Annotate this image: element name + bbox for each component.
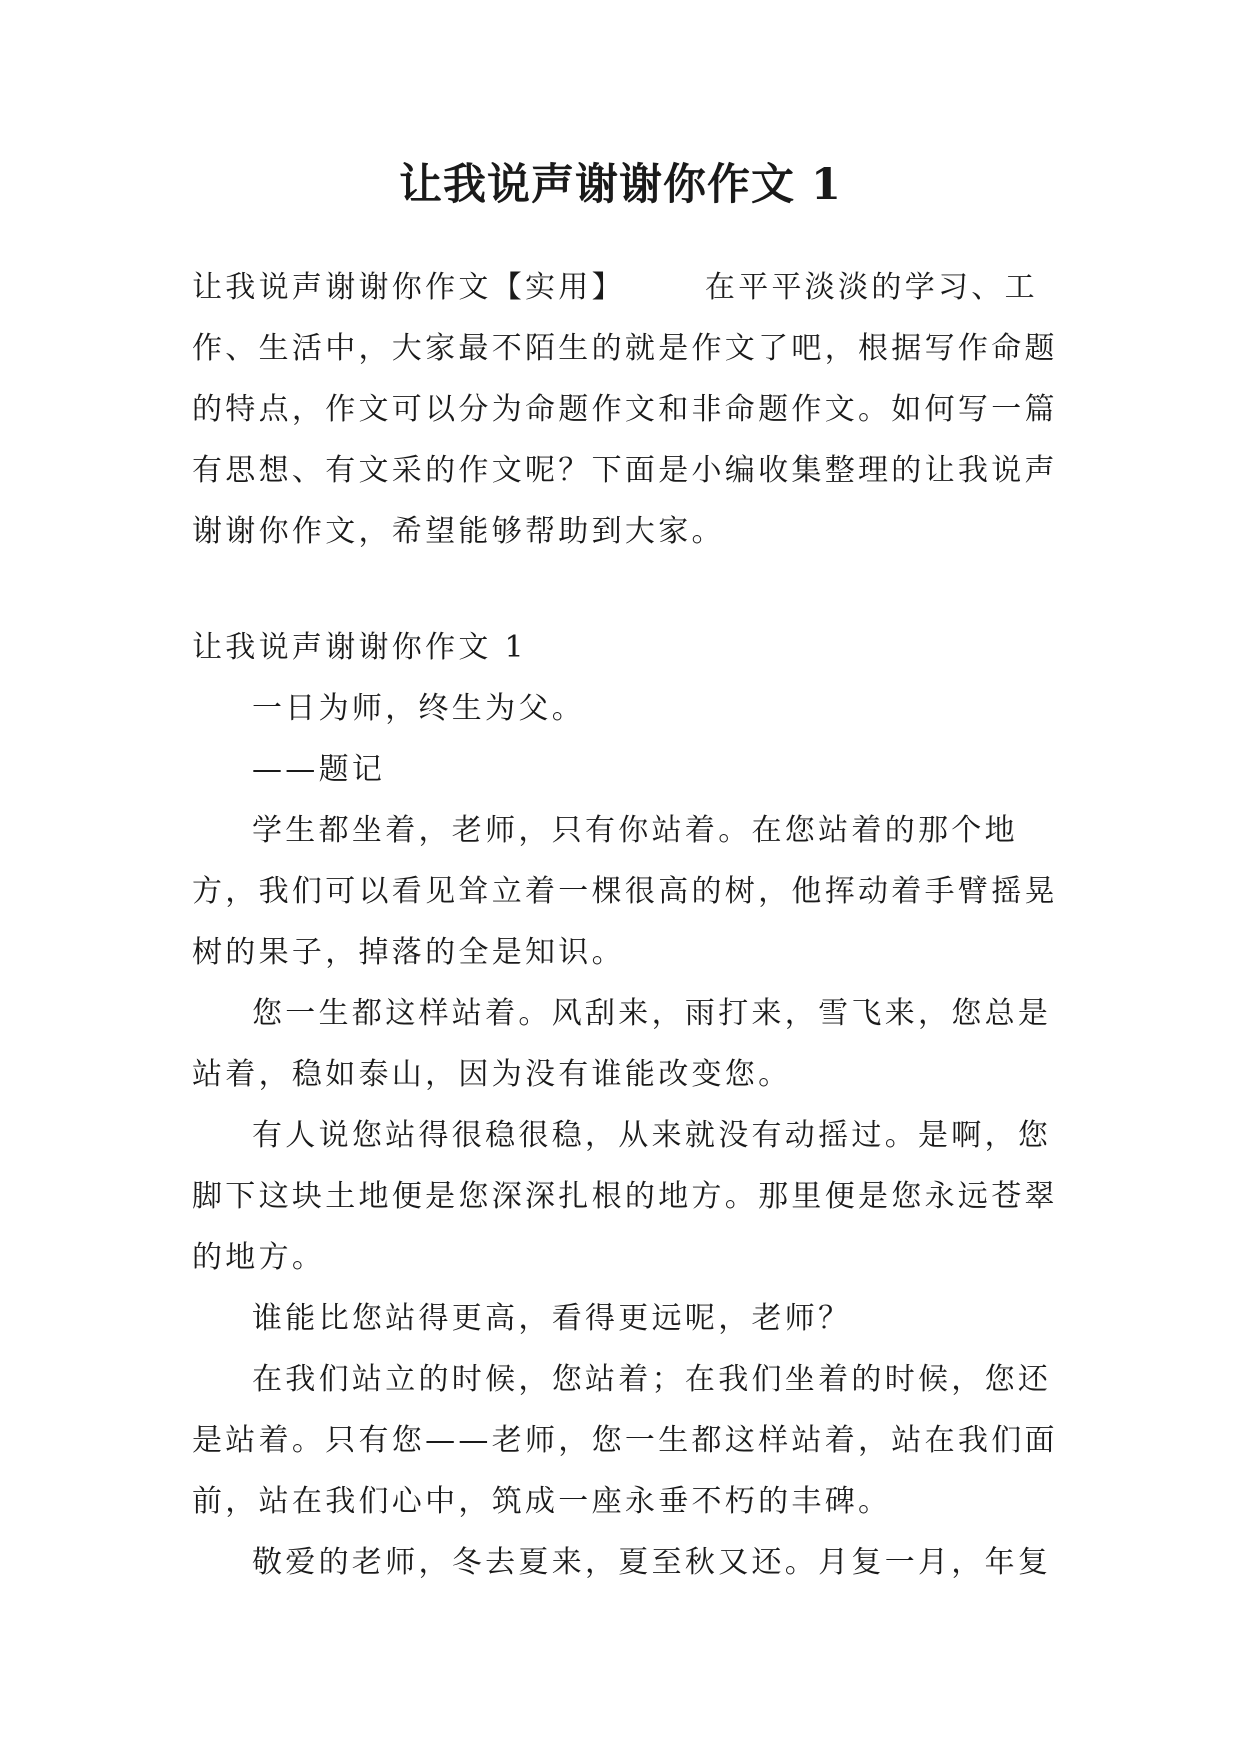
essay-paragraph: 谁能比您站得更高，看得更远呢，老师？ bbox=[252, 1301, 852, 1336]
essay-paragraph: 敬爱的老师，冬去夏来，夏至秋又还。月复一月，年复 bbox=[252, 1545, 1052, 1580]
essay-heading: 让我说声谢谢你作文 1 bbox=[192, 630, 527, 665]
essay-paragraph: 有人说您站得很稳很稳，从来就没有动摇过。是啊，您脚下这块土地便是您深深扎根的地方。那里便是您永远苍翠的地方。 bbox=[192, 1118, 1058, 1275]
essay-paragraph: 学生都坐着，老师，只有你站着。在您站着的那个地方，我们可以看见耸立着一棵很高的树，他挥动着手臂摇晃树的果子，掉落的全是知识。 bbox=[192, 813, 1058, 970]
essay-paragraph: 一日为师，终生为父。 bbox=[252, 691, 585, 726]
intro-label: 让我说声谢谢你作文【实用】 bbox=[192, 270, 625, 305]
document-body bbox=[192, 257, 1060, 1593]
essay-paragraph: 在我们站立的时候，您站着；在我们坐着的时候，您还是站着。只有您——老师，您一生都这样站着，站在我们面前，站在我们心中，筑成一座永垂不朽的丰碑。 bbox=[192, 1362, 1058, 1519]
essay-paragraph: ——题记 bbox=[252, 752, 386, 787]
intro-paragraph bbox=[192, 257, 1060, 562]
document-title: 让我说声谢谢你作文 1 bbox=[399, 160, 842, 210]
intro-text: 在平平淡淡的学习、工作、生活中，大家最不陌生的就是作文了吧，根据写作命题的特点，作文可以分为命题作文和非命题作文。如何写一篇有思想、有文采的作文呢？下面是小编收集整理的让我说声谢谢你作文，希望能够帮助到大家。 bbox=[192, 270, 1058, 549]
essay-paragraph: 您一生都这样站着。风刮来，雨打来，雪飞来，您总是站着，稳如泰山，因为没有谁能改变您。 bbox=[192, 996, 1052, 1092]
